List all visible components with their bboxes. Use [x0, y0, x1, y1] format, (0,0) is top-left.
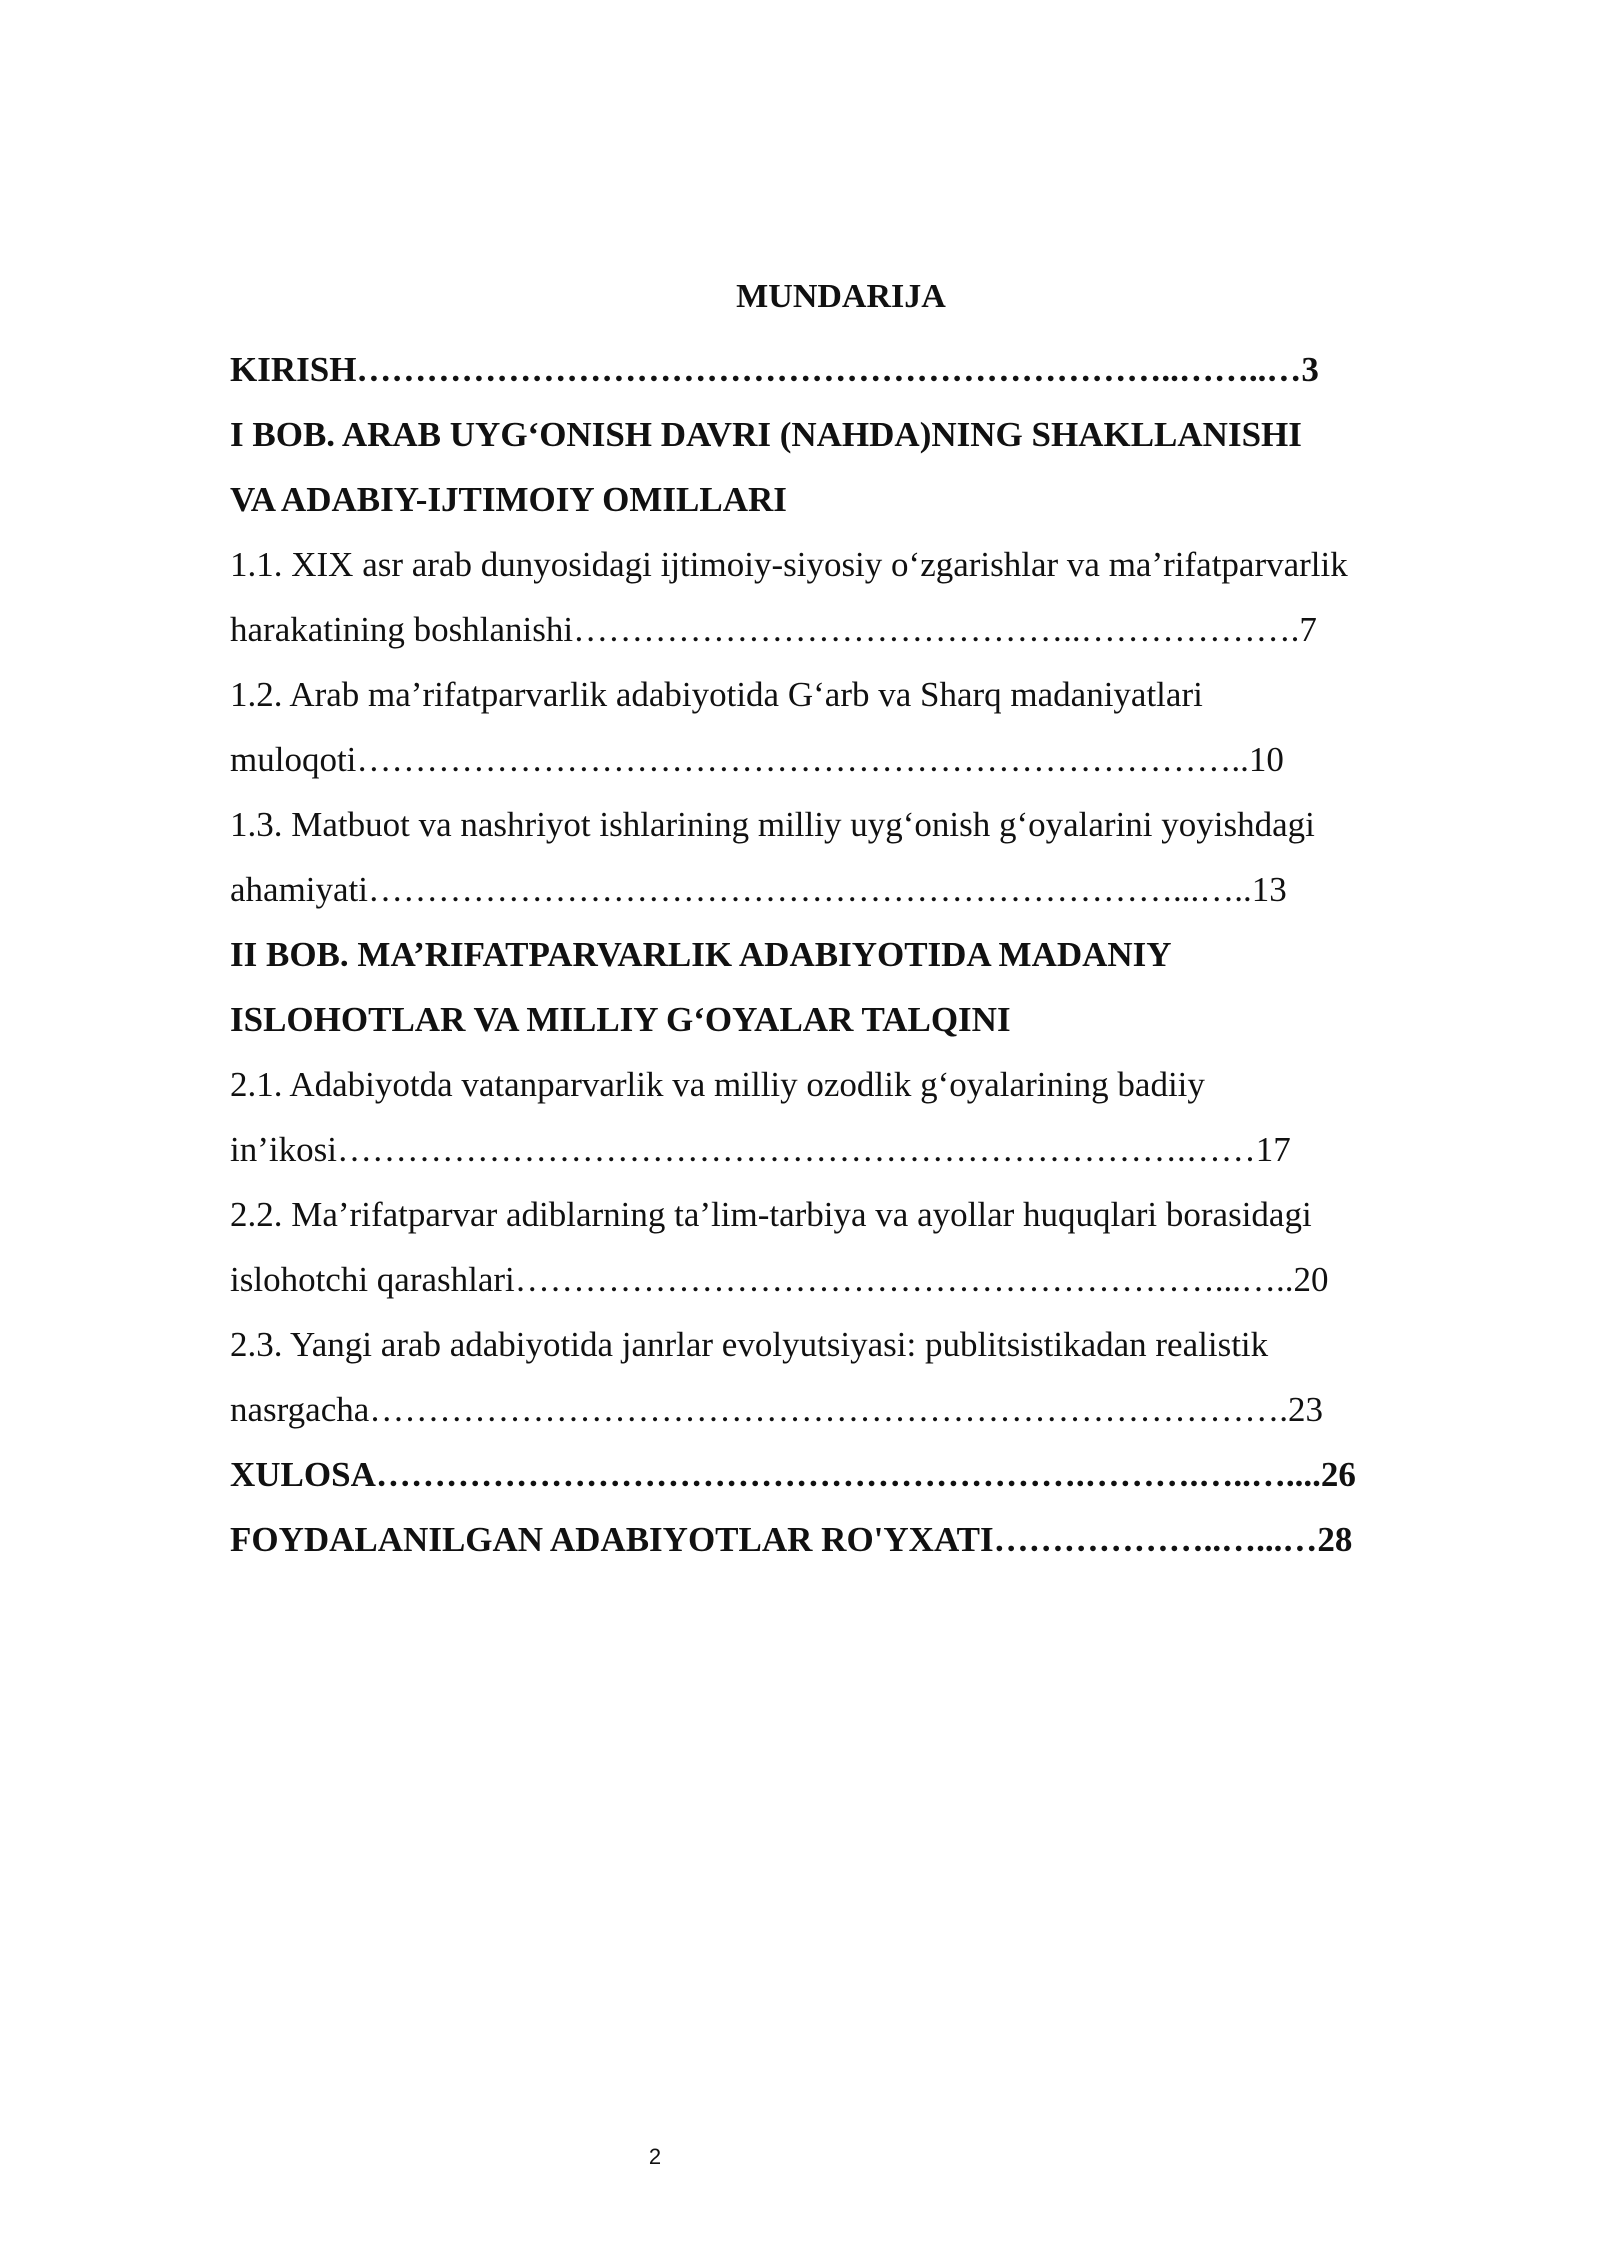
toc-line: 2.3. Yangi arab adabiyotida janrlar evolyutsiyasi: publitsistikadan realistik: [230, 1325, 1269, 1364]
toc-line: VA ADABIY-IJTIMOIY OMILLARI: [230, 480, 787, 519]
toc-line: 1.3. Matbuot va nashriyot ishlarining milliy uyg‘onish g‘oyalarini yoyishdagi: [230, 805, 1315, 844]
toc-line: KIRISH……………………………………………………………..……..…3: [230, 350, 1319, 389]
toc-line: FOYDALANILGAN ADABIYOTLAR RO'YXATI………………..…...…28: [230, 1520, 1353, 1559]
toc-line: 1.1. XIX asr arab dunyosidagi ijtimoiy-siyosiy o‘zgarishlar va ma’rifatparvarlik: [230, 545, 1348, 584]
toc-line: 2.2. Ma’rifatparvar adiblarning ta’lim-tarbiya va ayollar huquqlari borasidagi: [230, 1195, 1312, 1234]
toc-line: ISLOHOTLAR VA MILLIY G‘OYALAR TALQINI: [230, 1000, 1011, 1039]
table-of-contents: [230, 337, 1460, 1572]
page-number: 2: [648, 2144, 662, 2169]
toc-line: XULOSA…………………………………………………….……….…..…....26: [230, 1455, 1356, 1494]
toc-line: in’ikosi……………………………………………………………….……17: [230, 1130, 1291, 1169]
toc-line: muloqoti…………………………………………………………………..10: [230, 740, 1284, 779]
toc-line: II BOB. MA’RIFATPARVARLIK ADABIYOTIDA MADANIY: [230, 935, 1172, 974]
toc-line: 2.1. Adabiyotda vatanparvarlik va milliy ozodlik g‘oyalarining badiiy: [230, 1065, 1205, 1104]
toc-line: nasrgacha…………………………………………………………………….23: [230, 1390, 1324, 1429]
toc-line: 1.2. Arab ma’rifatparvarlik adabiyotida G‘arb va Sharq madaniyatlari: [230, 675, 1203, 714]
toc-line: harakatining boshlanishi……………………………………..……………….7: [230, 610, 1317, 649]
toc-line: I BOB. ARAB UYG‘ONISH DAVRI (NAHDA)NING SHAKLLANISHI: [230, 415, 1302, 454]
toc-line: ahamiyati……………………………………………………………...…..13: [230, 870, 1287, 909]
toc-line: islohotchi qarashlari……………………………………………………...…..20: [230, 1260, 1329, 1299]
toc-title: MUNDARIJA: [736, 278, 946, 315]
